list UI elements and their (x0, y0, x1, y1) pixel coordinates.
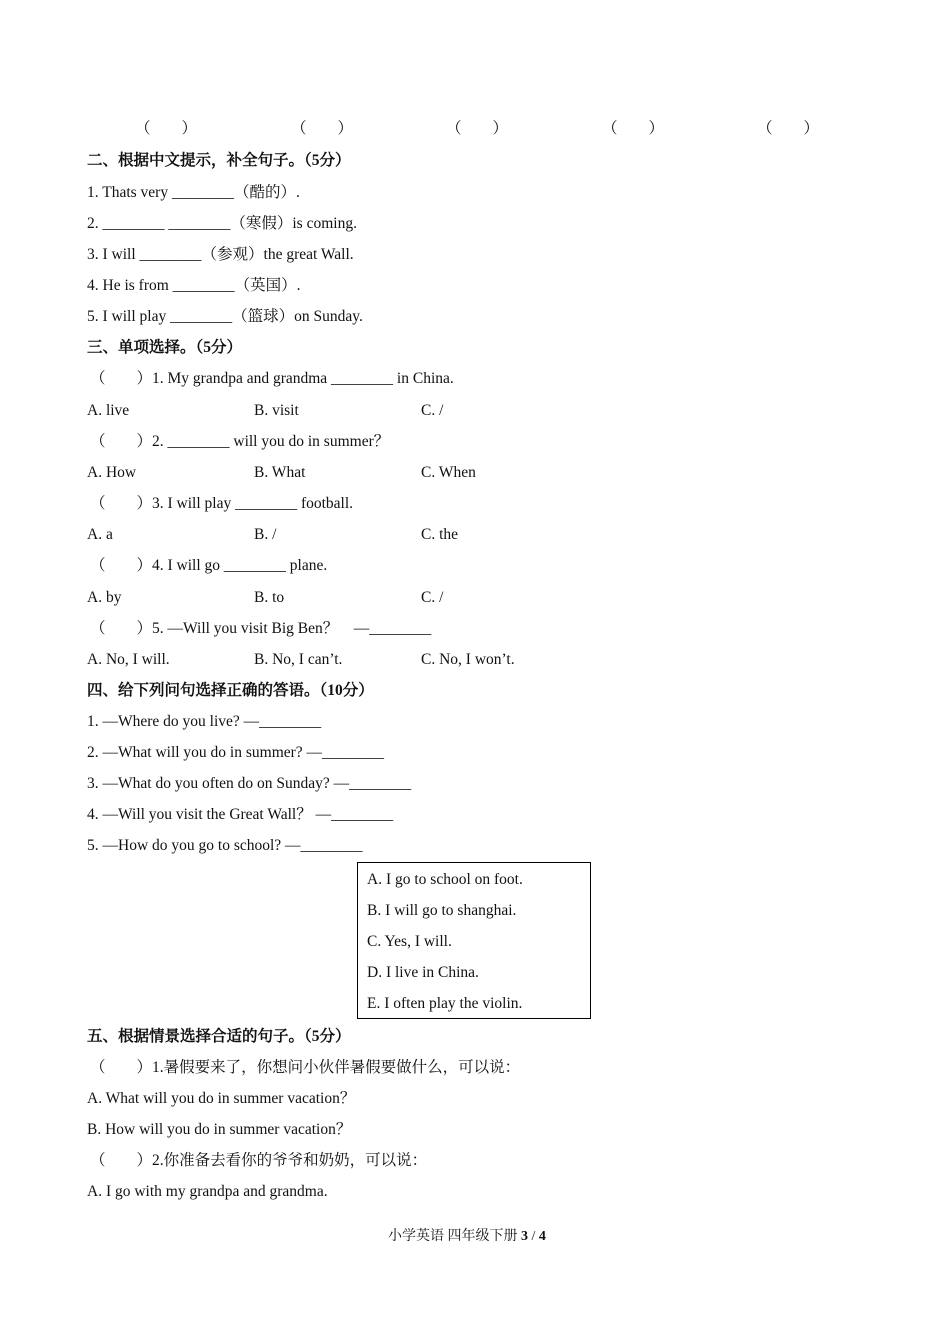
footer-total-pages: 4 (538, 1229, 546, 1244)
section2-item-3: 3. I will ________（参观）the great Wall. (87, 246, 354, 263)
section3-q3-option-a: A. a (87, 526, 113, 543)
section3-q5-option-b: B. No, I can’t. (254, 651, 343, 668)
section3-heading: 三、单项选择。（5分） (87, 339, 243, 356)
section5-line-1: （ ）1.暑假要来了，你想问小伙伴暑假要做什么，可以说： (90, 1059, 521, 1076)
section2-heading: 二、根据中文提示，补全句子。（5分） (87, 152, 351, 169)
footer-page-number: 3 (521, 1229, 528, 1244)
section3-question-5: （ ）5. —Will you visit Big Ben？ —________ (90, 620, 432, 637)
section3-q1-option-c: C. / (421, 402, 444, 419)
top-answer-paren-3: （ ） (446, 120, 509, 137)
section5-heading: 五、根据情景选择合适的句子。（5分） (87, 1028, 351, 1045)
section3-q3-option-b: B. / (254, 526, 277, 543)
section3-q4-option-c: C. / (421, 589, 444, 606)
section4-item-3: 3. —What do you often do on Sunday? —________ (87, 775, 412, 792)
top-answer-paren-4: （ ） (602, 120, 665, 137)
section3-q3-option-c: C. the (421, 526, 459, 543)
section3-q2-option-a: A. How (87, 464, 137, 481)
section5-line-3: B. How will you do in summer vacation？ (87, 1121, 352, 1138)
section3-q4-option-b: B. to (254, 589, 285, 606)
section3-q4-option-a: A. by (87, 589, 122, 606)
answer-option-a: A. I go to school on foot. (367, 871, 523, 888)
section4-item-2: 2. —What will you do in summer? —________ (87, 744, 385, 761)
section2-item-2: 2. ________ ________（寒假）is coming. (87, 215, 357, 232)
section4-item-5: 5. —How do you go to school? —________ (87, 837, 363, 854)
section2-item-5: 5. I will play ________（篮球）on Sunday. (87, 308, 363, 325)
top-answer-paren-5: （ ） (757, 120, 820, 137)
section3-question-2: （ ）2. ________ will you do in summer？ (90, 433, 390, 450)
top-answer-paren-2: （ ） (291, 120, 354, 137)
section3-question-1: （ ）1. My grandpa and grandma ________ in China. (90, 370, 454, 387)
section2-item-1: 1. Thats very ________（酷的）. (87, 184, 300, 201)
answer-option-e: E. I often play the violin. (367, 995, 523, 1012)
section4-item-1: 1. —Where do you live? —________ (87, 713, 322, 730)
answer-option-c: C. Yes, I will. (367, 933, 452, 950)
section3-question-4: （ ）4. I will go ________ plane. (90, 557, 328, 574)
top-answer-paren-1: （ ） (135, 120, 198, 137)
section3-q1-option-a: A. live (87, 402, 130, 419)
section5-line-2: A. What will you do in summer vacation？ (87, 1090, 356, 1107)
section3-q2-option-b: B. What (254, 464, 306, 481)
section5-line-4: （ ）2.你准备去看你的爷爷和奶奶，可以说： (90, 1152, 428, 1169)
section3-question-3: （ ）3. I will play ________ football. (90, 495, 354, 512)
page-footer (388, 1227, 546, 1247)
footer-subject: 小学英语 四年级下册 (388, 1229, 518, 1244)
section3-q1-option-b: B. visit (254, 402, 299, 419)
answer-options-box (357, 862, 591, 1019)
section4-item-4: 4. —Will you visit the Great Wall？ —________ (87, 806, 394, 823)
answer-option-b: B. I will go to shanghai. (367, 902, 517, 919)
section3-q2-option-c: C. When (421, 464, 476, 481)
section4-heading: 四、给下列问句选择正确的答语。（10分） (87, 682, 374, 699)
section5-line-5: A. I go with my grandpa and grandma. (87, 1183, 328, 1200)
answer-option-d: D. I live in China. (367, 964, 479, 981)
section3-q5-option-a: A. No, I will. (87, 651, 170, 668)
section2-item-4: 4. He is from ________（英国）. (87, 277, 301, 294)
section3-q5-option-c: C. No, I won’t. (421, 651, 515, 668)
footer-separator: / (531, 1229, 536, 1244)
